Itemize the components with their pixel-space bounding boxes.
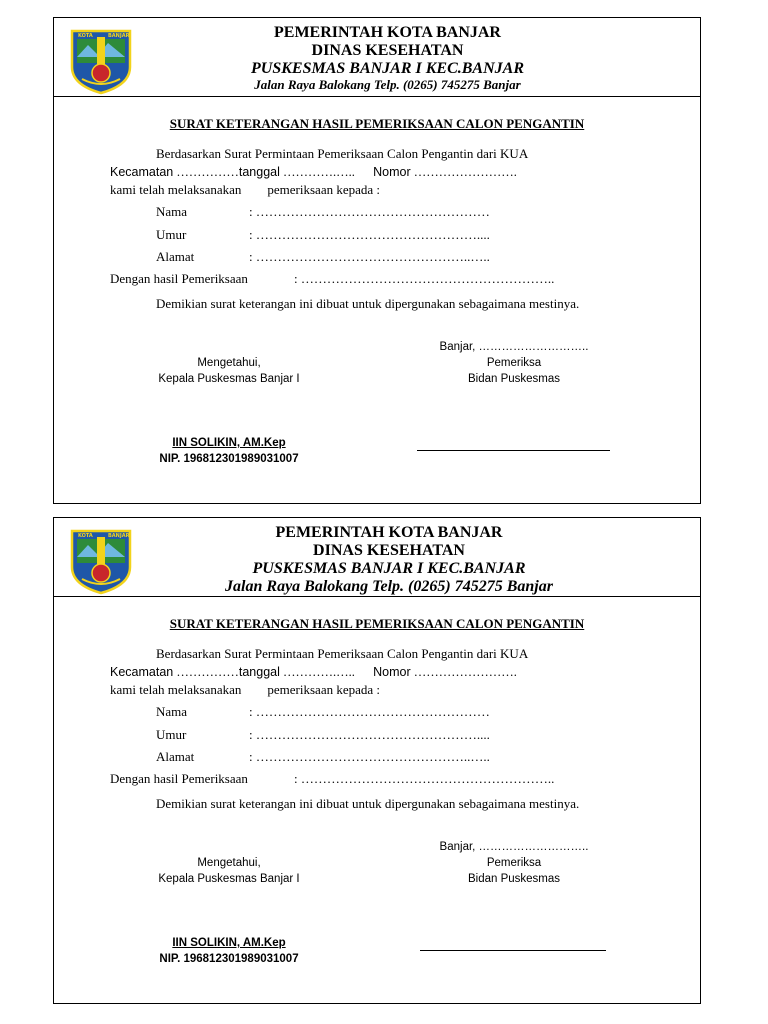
kota-banjar-logo bbox=[68, 527, 134, 595]
mengetahui-label: Mengetahui, bbox=[197, 357, 261, 369]
signer-nip: NIP. 196812301989031007 bbox=[159, 953, 299, 965]
pemeriksa-label: Pemeriksa bbox=[486, 857, 542, 869]
tanggal-value: ………….….. bbox=[283, 165, 355, 179]
umur-label: Umur bbox=[156, 227, 187, 242]
kami-line bbox=[110, 682, 380, 698]
umur-label: Umur bbox=[156, 727, 187, 742]
svg-text:BANJAR: BANJAR bbox=[108, 533, 130, 539]
document-title: SURAT KETERANGAN HASIL PEMERIKSAAN CALON PENGANTIN bbox=[169, 616, 585, 631]
nomor-label: Nomor bbox=[373, 665, 411, 679]
intro-text: Berdasarkan Surat Permintaan Pemeriksaan Calon Pengantin dari KUA bbox=[156, 646, 529, 661]
signer-name: IIN SOLIKIN, AM.Kep bbox=[172, 937, 286, 949]
letterhead-government: PEMERINTAH KOTA BANJAR bbox=[274, 24, 501, 41]
svg-text:KOTA: KOTA bbox=[78, 533, 93, 539]
bidan-label: Bidan Puskesmas bbox=[467, 873, 561, 885]
umur-value: : …………………………………………….... bbox=[249, 227, 490, 242]
tanggal-label: tanggal bbox=[238, 165, 280, 179]
kecamatan-label: Kecamatan bbox=[110, 665, 174, 679]
kami-line bbox=[110, 182, 380, 198]
hasil-value: : ………………………………………………….. bbox=[294, 271, 555, 286]
hasil-label: Dengan hasil Pemeriksaan bbox=[110, 771, 248, 786]
letterhead-address: Jalan Raya Balokang Telp. (0265) 745275 Banjar bbox=[254, 76, 521, 92]
letterhead-divider bbox=[54, 596, 700, 597]
letterhead-government: PEMERINTAH KOTA BANJAR bbox=[275, 524, 503, 541]
kecamatan-line bbox=[110, 165, 517, 180]
signer-nip: NIP. 196812301989031007 bbox=[159, 453, 299, 465]
alamat-label: Alamat bbox=[156, 749, 195, 764]
certificate-form-top bbox=[53, 17, 701, 504]
nama-label: Nama bbox=[156, 204, 188, 219]
hasil-label: Dengan hasil Pemeriksaan bbox=[110, 271, 248, 286]
signer-name: IIN SOLIKIN, AM.Kep bbox=[172, 437, 286, 449]
kepala-puskesmas-label: Kepala Puskesmas Banjar I bbox=[158, 873, 300, 885]
tanggal-label: tanggal bbox=[238, 665, 280, 679]
kecamatan-line bbox=[110, 665, 517, 680]
bidan-label: Bidan Puskesmas bbox=[467, 373, 561, 385]
letterhead bbox=[194, 24, 581, 92]
pemeriksaan-text: pemeriksaan kepada : bbox=[267, 682, 381, 697]
signature-line bbox=[420, 950, 606, 951]
intro-text: Berdasarkan Surat Permintaan Pemeriksaan Calon Pengantin dari KUA bbox=[156, 146, 529, 161]
kota-banjar-logo bbox=[68, 27, 134, 95]
letterhead-puskesmas: PUSKESMAS BANJAR I KEC.BANJAR bbox=[252, 559, 526, 577]
letterhead-address: Jalan Raya Balokang Telp. (0265) 745275 Banjar bbox=[225, 577, 553, 595]
letterhead-divider bbox=[54, 96, 700, 97]
mengetahui-label: Mengetahui, bbox=[197, 857, 261, 869]
alamat-value: : …………………………………………..….. bbox=[249, 749, 490, 764]
hasil-value: : ………………………………………………….. bbox=[294, 771, 555, 786]
nomor-value: ……………………. bbox=[413, 665, 517, 679]
place-date: Banjar, ……………………….. bbox=[439, 841, 589, 853]
svg-text:BANJAR: BANJAR bbox=[108, 33, 130, 39]
letterhead-puskesmas: PUSKESMAS BANJAR I KEC.BANJAR bbox=[251, 59, 524, 77]
alamat-value: : …………………………………………..….. bbox=[249, 249, 490, 264]
kecamatan-label: Kecamatan bbox=[110, 165, 174, 179]
document-title: SURAT KETERANGAN HASIL PEMERIKSAAN CALON PENGANTIN bbox=[169, 116, 585, 131]
pemeriksaan-text: pemeriksaan kepada : bbox=[267, 182, 381, 197]
signature-line bbox=[417, 450, 610, 451]
kami-text: kami telah melaksanakan bbox=[110, 182, 242, 197]
closing-text: Demikian surat keterangan ini dibuat untuk dipergunakan sebagaimana mestinya. bbox=[156, 796, 580, 811]
certificate-form-bottom bbox=[53, 517, 701, 1004]
kecamatan-value: …………… bbox=[176, 665, 239, 679]
letterhead-department: DINAS KESEHATAN bbox=[313, 541, 465, 559]
closing-text: Demikian surat keterangan ini dibuat untuk dipergunakan sebagaimana mestinya. bbox=[156, 296, 580, 311]
nomor-label: Nomor bbox=[373, 165, 411, 179]
alamat-label: Alamat bbox=[156, 249, 195, 264]
umur-value: : …………………………………………….... bbox=[249, 727, 490, 742]
kecamatan-value: …………… bbox=[176, 165, 239, 179]
kepala-puskesmas-label: Kepala Puskesmas Banjar I bbox=[158, 373, 300, 385]
svg-text:KOTA: KOTA bbox=[78, 33, 93, 39]
pemeriksa-label: Pemeriksa bbox=[486, 357, 542, 369]
kami-text: kami telah melaksanakan bbox=[110, 682, 242, 697]
letterhead-department: DINAS KESEHATAN bbox=[311, 41, 464, 59]
tanggal-value: ………….….. bbox=[283, 665, 355, 679]
place-date: Banjar, ……………………….. bbox=[439, 341, 589, 353]
letterhead bbox=[154, 524, 624, 596]
nama-label: Nama bbox=[156, 704, 188, 719]
nama-value: : ……………………………………………… bbox=[249, 704, 490, 719]
nama-value: : ……………………………………………… bbox=[249, 204, 490, 219]
nomor-value: ……………………. bbox=[413, 165, 517, 179]
